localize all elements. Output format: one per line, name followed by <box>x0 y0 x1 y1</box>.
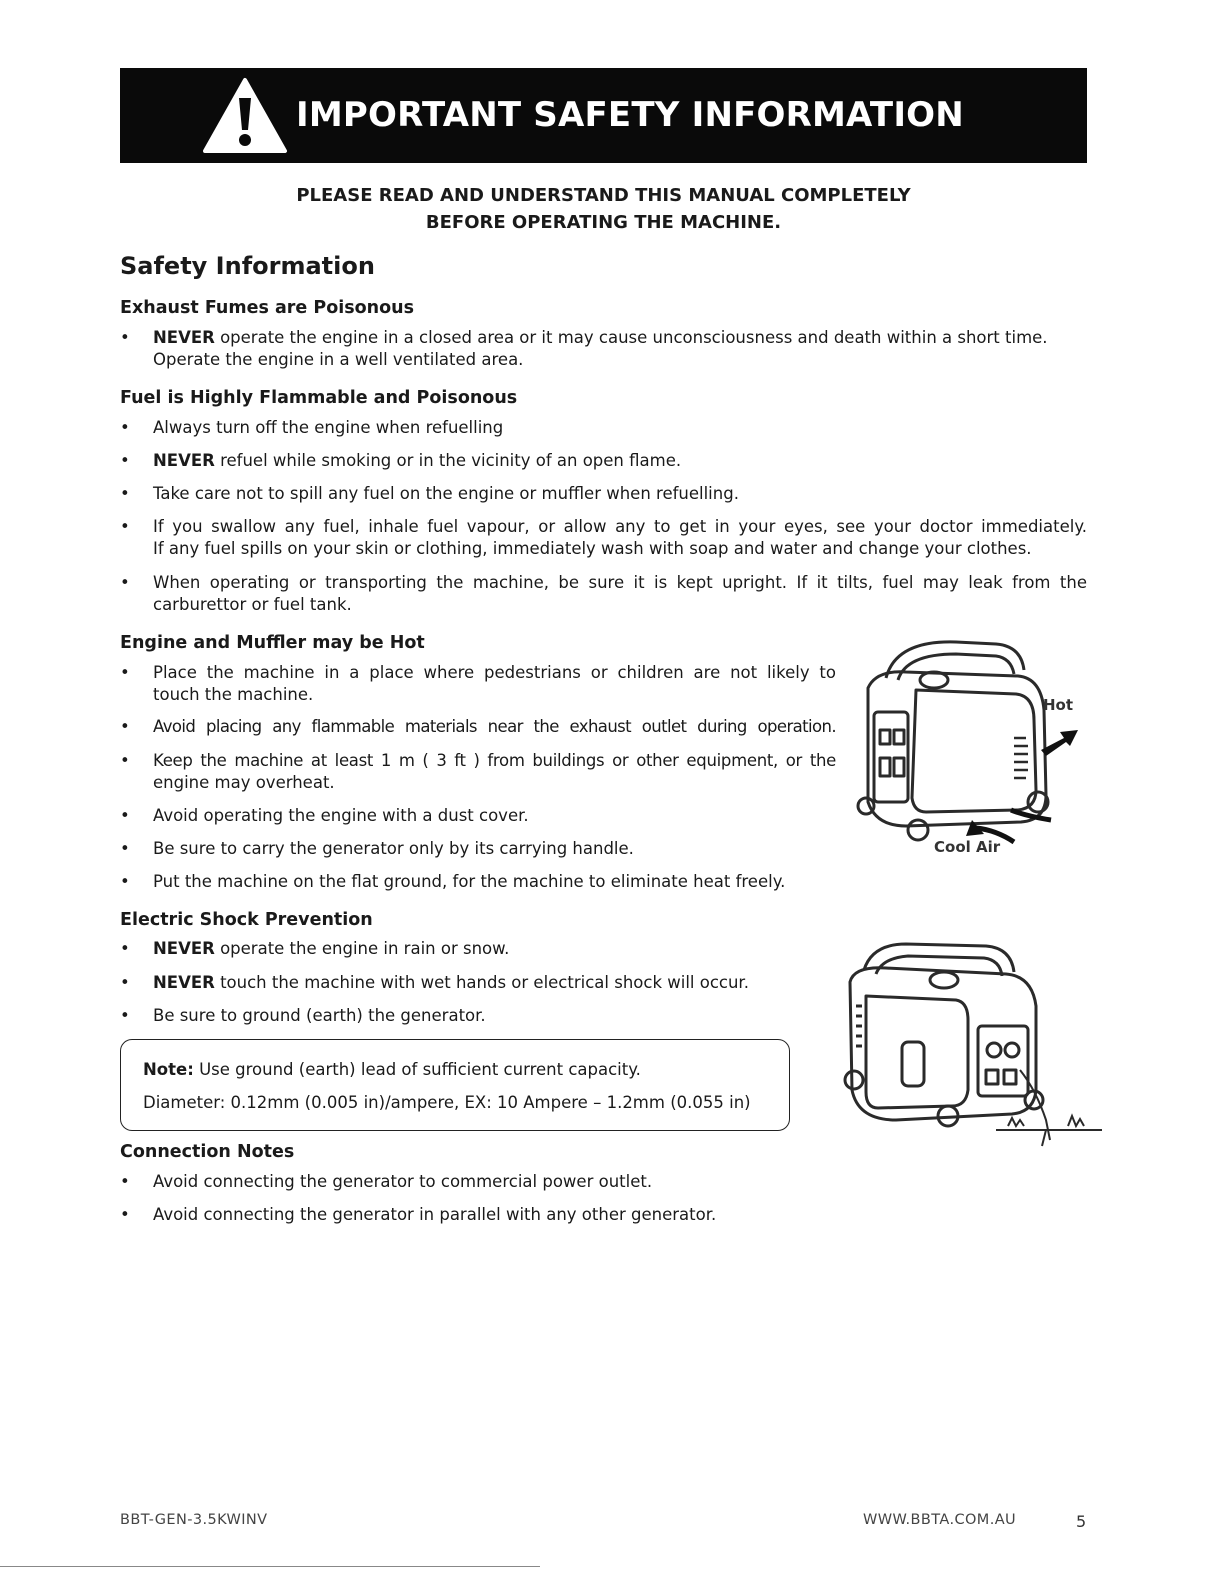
page-number: 5 <box>1076 1512 1087 1531</box>
bullet-text: Avoid connecting the generator to commercial power outlet. <box>153 1172 653 1191</box>
bullet-text: touch the machine with wet hands or electrical shock will occur. <box>214 973 749 992</box>
connection-bullet-2 <box>120 1204 716 1226</box>
bullet-text: operate the engine in a closed area or it may cause unconsciousness and death within a short time. <box>214 328 1048 347</box>
never-label: NEVER <box>153 939 215 958</box>
banner-title: IMPORTANT SAFETY INFORMATION <box>296 95 964 135</box>
engine-bullet-3 <box>120 750 836 794</box>
note-line-2: Diameter: 0.12mm (0.005 in)/ampere, EX: 10 Ampere – 1.2mm (0.055 in) <box>143 1093 751 1112</box>
bullet-dot: • <box>120 839 130 858</box>
bullet-dot: • <box>120 1205 130 1224</box>
grounded-generator-illustration <box>836 930 1104 1155</box>
engine-bullet-6 <box>120 871 785 893</box>
bullet-text: touch the machine. <box>153 685 314 704</box>
bullet-dot: • <box>120 418 130 437</box>
bullet-text: refuel while smoking or in the vicinity of an open flame. <box>214 451 682 470</box>
bullet-text: Place the machine in a place where pedestrians or children are not likely to <box>153 663 836 682</box>
note-line-1 <box>143 1060 641 1079</box>
notice-line-1: PLEASE READ AND UNDERSTAND THIS MANUAL COMPLETELY <box>296 185 911 206</box>
bullet-dot: • <box>120 451 130 470</box>
note-text: Use ground (earth) lead of sufficient current capacity. <box>193 1060 641 1079</box>
read-manual-notice <box>120 182 1087 236</box>
engine-bullet-5 <box>120 838 634 860</box>
safety-banner <box>120 68 1087 163</box>
shock-bullet-2 <box>120 972 749 994</box>
connection-heading: Connection Notes <box>120 1142 295 1162</box>
bullet-dot: • <box>120 872 130 891</box>
engine-bullet-1 <box>120 662 836 706</box>
exhaust-heading: Exhaust Fumes are Poisonous <box>120 298 415 318</box>
page-edge-rule <box>0 1566 540 1567</box>
bullet-dot: • <box>120 517 130 536</box>
grounding-note-box <box>120 1039 790 1131</box>
never-label: NEVER <box>153 451 215 470</box>
bullet-text: When operating or transporting the machine, be sure it is kept upright. If it tilts, fuel may leak from the <box>153 573 1087 592</box>
hot-label: Hot <box>1043 696 1074 714</box>
bullet-text: engine may overheat. <box>153 773 335 792</box>
warning-triangle-icon <box>202 76 288 154</box>
bullet-text: If any fuel spills on your skin or clothing, immediately wash with soap and water and change your clothes. <box>153 539 1032 558</box>
never-label: NEVER <box>153 328 215 347</box>
bullet-text: Avoid operating the engine with a dust cover. <box>153 806 529 825</box>
bullet-text: operate the engine in rain or snow. <box>214 939 510 958</box>
fuel-heading: Fuel is Highly Flammable and Poisonous <box>120 388 518 408</box>
footer-model: BBT-GEN-3.5KWINV <box>120 1512 268 1528</box>
footer-website: WWW.BBTA.COM.AU <box>863 1512 1017 1528</box>
bullet-text: Be sure to ground (earth) the generator. <box>153 1006 486 1025</box>
bullet-text: Keep the machine at least 1 m ( 3 ft ) from buildings or other equipment, or the <box>153 751 836 770</box>
bullet-text: Operate the engine in a well ventilated area. <box>153 350 524 369</box>
bullet-dot: • <box>120 1172 130 1191</box>
shock-bullet-1 <box>120 938 509 960</box>
fuel-bullet-3 <box>120 483 739 505</box>
shock-bullet-3 <box>120 1005 486 1027</box>
fuel-bullet-1 <box>120 417 503 439</box>
shock-heading: Electric Shock Prevention <box>120 910 373 930</box>
engine-bullet-2 <box>120 716 836 738</box>
exhaust-bullet-1 <box>120 327 1048 371</box>
bullet-dot: • <box>120 663 130 682</box>
bullet-text: Put the machine on the flat ground, for the machine to eliminate heat freely. <box>153 872 786 891</box>
bullet-dot: • <box>120 573 130 592</box>
engine-bullet-4 <box>120 805 529 827</box>
bullet-dot: • <box>120 1006 130 1025</box>
bullet-dot: • <box>120 806 130 825</box>
cool-air-label: Cool Air <box>934 838 1001 856</box>
bullet-text: If you swallow any fuel, inhale fuel vapour, or allow any to get in your eyes, see your doctor immediately. <box>153 517 1087 536</box>
bullet-dot: • <box>120 973 130 992</box>
bullet-text: Avoid connecting the generator in parallel with any other generator. <box>153 1205 717 1224</box>
fuel-bullet-2 <box>120 450 681 472</box>
engine-heading: Engine and Muffler may be Hot <box>120 633 425 653</box>
note-label: Note: <box>143 1060 194 1079</box>
bullet-text: Avoid placing any flammable materials near the exhaust outlet during operation. <box>153 717 836 736</box>
bullet-text: Take care not to spill any fuel on the engine or muffler when refuelling. <box>153 484 739 503</box>
bullet-dot: • <box>120 751 130 770</box>
fuel-bullet-4 <box>120 516 1087 560</box>
never-label: NEVER <box>153 973 215 992</box>
bullet-dot: • <box>120 328 130 347</box>
notice-line-2: BEFORE OPERATING THE MACHINE. <box>425 212 782 233</box>
bullet-text: Be sure to carry the generator only by its carrying handle. <box>153 839 634 858</box>
fuel-bullet-5 <box>120 572 1087 616</box>
bullet-dot: • <box>120 484 130 503</box>
bullet-dot: • <box>120 717 130 736</box>
bullet-text: Always turn off the engine when refuelling <box>153 418 504 437</box>
connection-bullet-1 <box>120 1171 652 1193</box>
section-title: Safety Information <box>120 252 375 280</box>
bullet-text: carburettor or fuel tank. <box>153 595 352 614</box>
generator-airflow-illustration <box>846 630 1091 860</box>
bullet-dot: • <box>120 939 130 958</box>
